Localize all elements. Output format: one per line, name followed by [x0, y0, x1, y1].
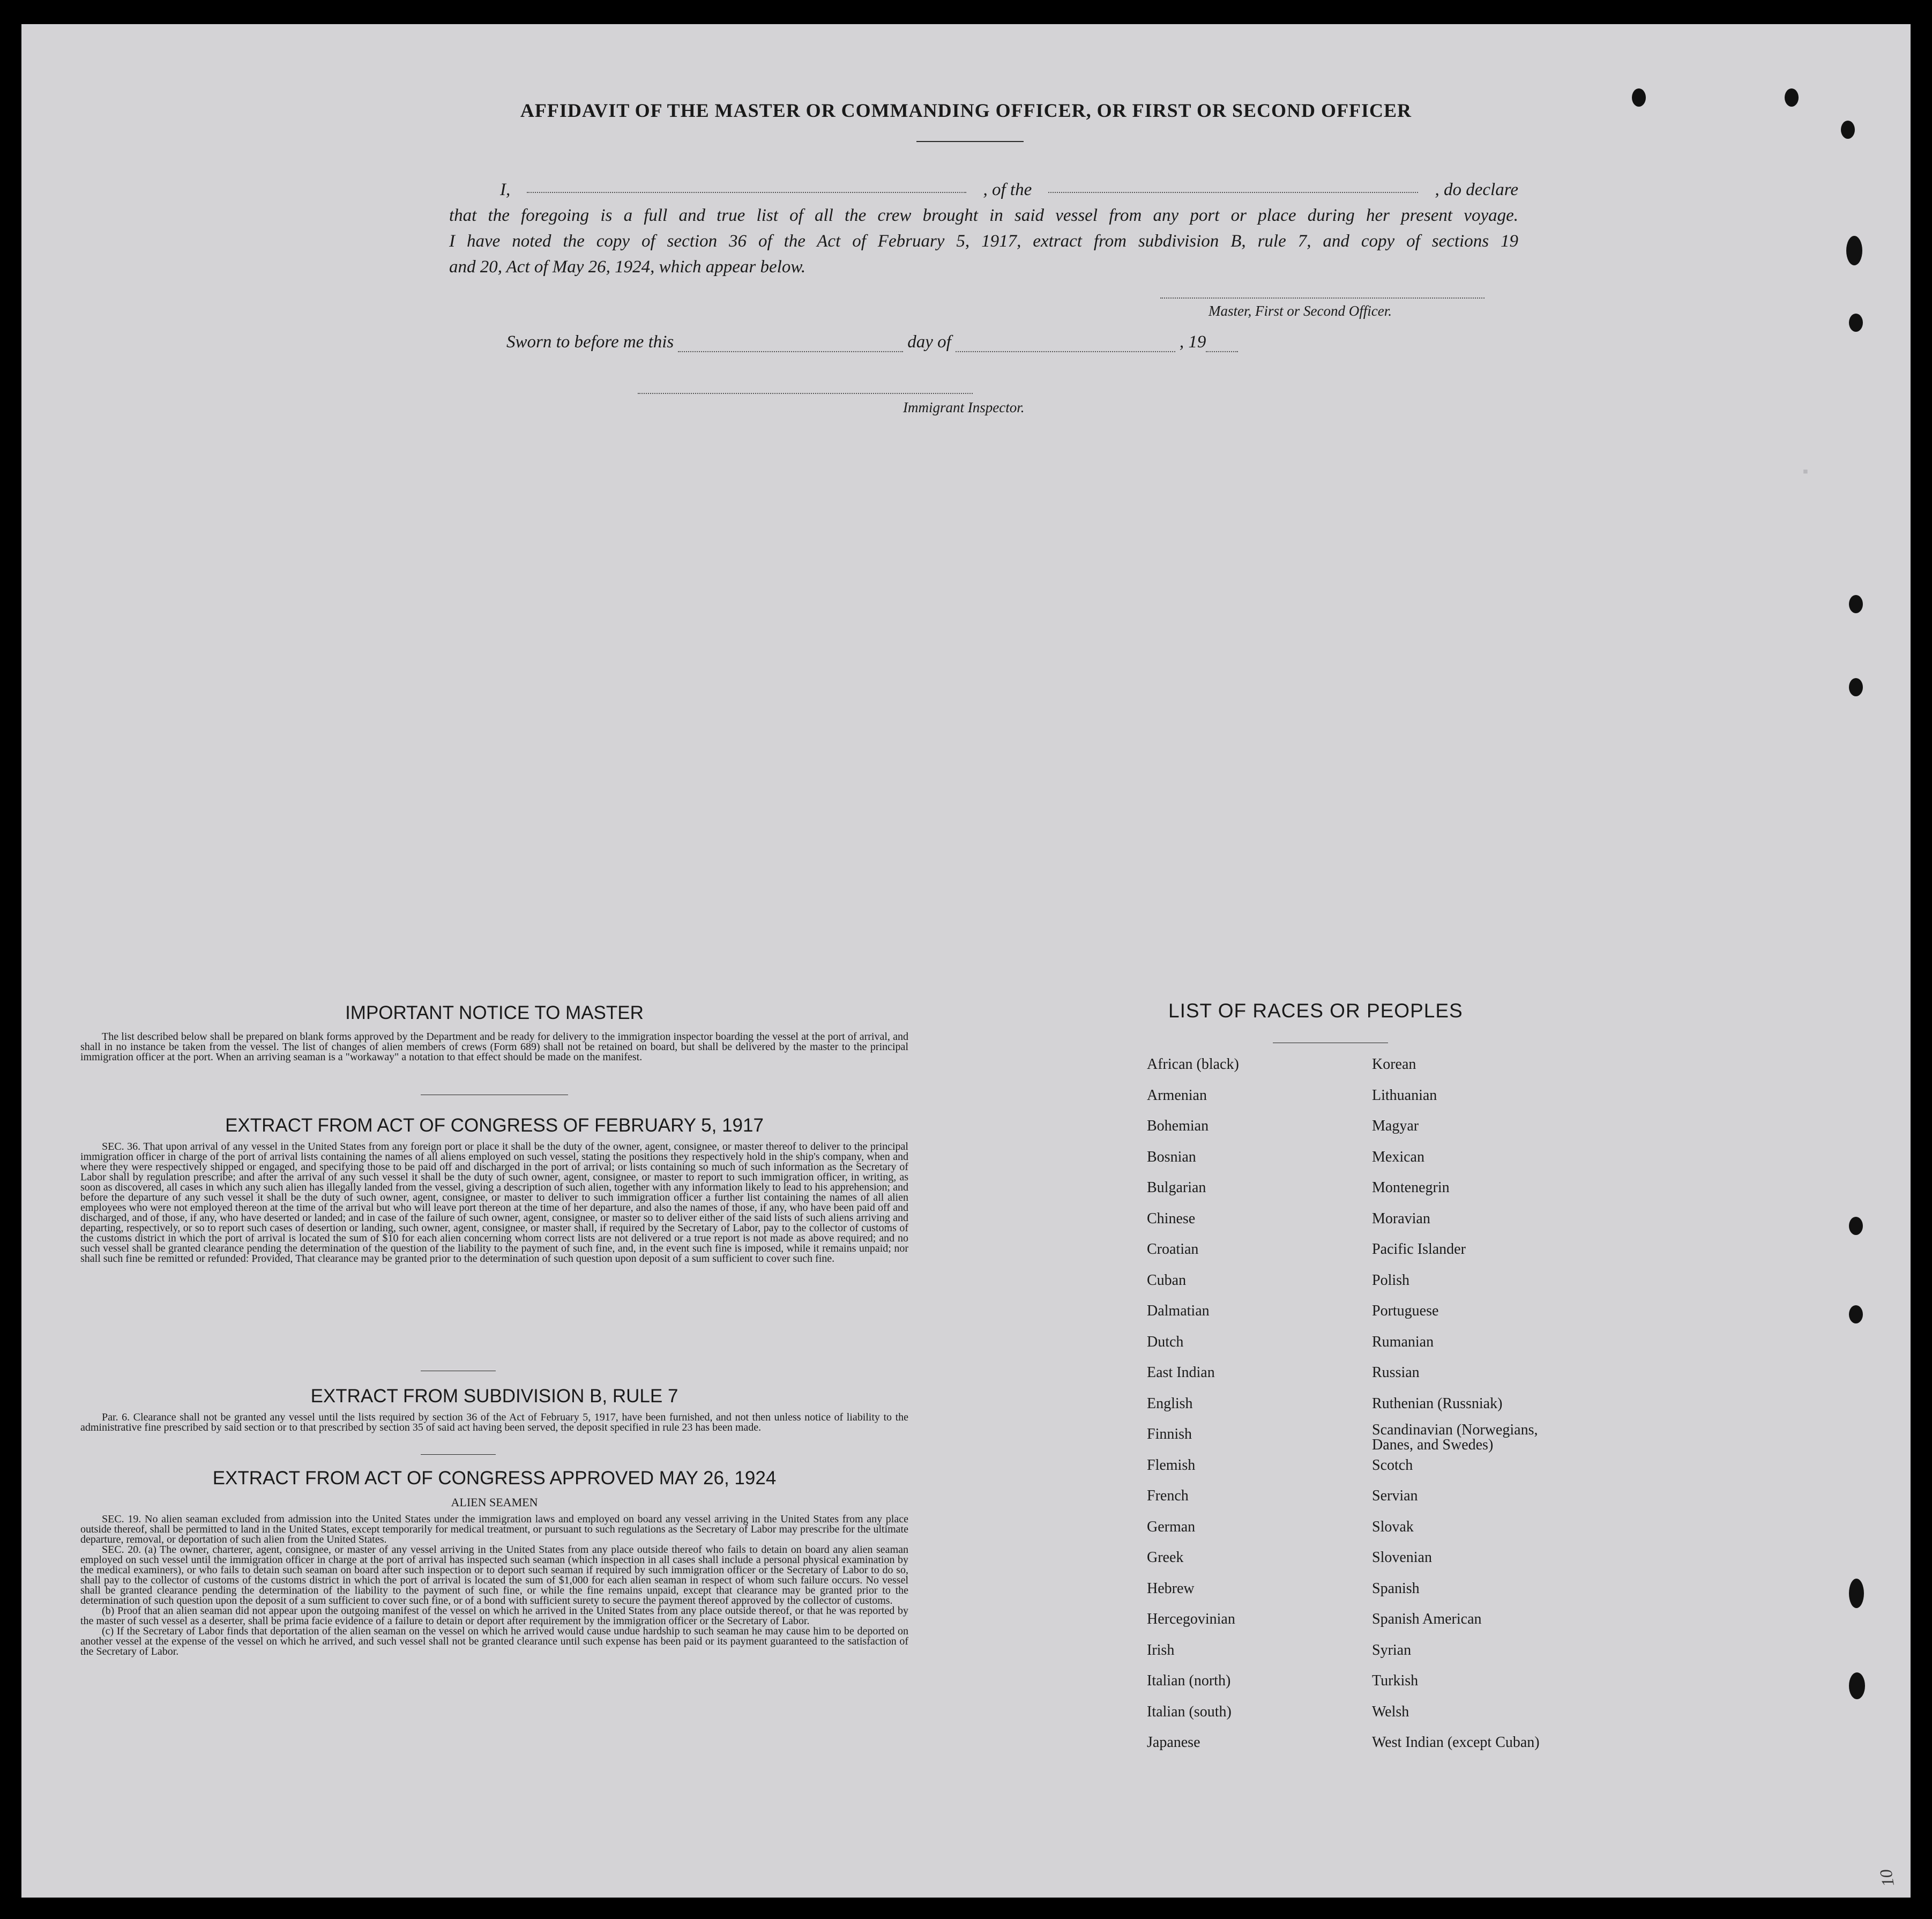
race-item: French	[1147, 1487, 1189, 1504]
declaration-line-1	[449, 177, 1518, 203]
declarant-prefix: I,	[500, 180, 511, 199]
race-item: Rumanian	[1372, 1333, 1434, 1350]
race-item: Magyar	[1372, 1118, 1419, 1134]
alien-seamen-subtitle: ALIEN SEAMEN	[451, 1496, 538, 1509]
extract-1917-title: EXTRACT FROM ACT OF CONGRESS OF FEBRUARY 5, 1917	[225, 1115, 764, 1136]
punch-hole	[1849, 1579, 1864, 1608]
race-item: Turkish	[1372, 1672, 1419, 1689]
race-item: Bulgarian	[1147, 1179, 1206, 1196]
section-20c: (c) If the Secretary of Labor finds that deportation of the alien seaman on the vessel on which he arrived would cause undue hardship to such seaman he may cause him to be deported on another vessel at the expense of the vessel on which he arrived, and such vessel shall not be granted clearance until such expense has been paid or its payment guaranteed to the satisfaction of the Secretary of Labor.	[80, 1625, 908, 1657]
race-item: Chinese	[1147, 1210, 1196, 1227]
document-page	[21, 24, 1911, 1898]
race-item: Servian	[1372, 1487, 1418, 1504]
extract-1924-title: EXTRACT FROM ACT OF CONGRESS APPROVED MAY 26, 1924	[212, 1468, 777, 1489]
section-19: SEC. 19. No alien seaman excluded from admission into the United States under the immigration laws and employed on board any vessel arriving in the United States from any place outside thereof, shall be permitted to land in the United States, except temporarily for medical treatment, or pursuant to such regulations as the Secretary of Labor may prescribe for the ultimate departure, removal, or deportation of such alien from the United States.	[80, 1513, 908, 1545]
extract-1917-body: SEC. 36. That upon arrival of any vessel in the United States from any foreign port or place it shall be the duty of the owner, agent, consignee, or master thereof to deliver to the principal immigration officer in charge of the port of arrival lists containing the names of all aliens employed on such vessel, stating the positions they respectively hold in the ship's company, when and where they were respectively shipped or engaged, and specifying those to be paid off and discharged in the port of arrival; or lists containing so much of such information as the Secretary of Labor shall by regulation prescribe; and after the arrival of any such vessel it shall be the duty of such owner, agent, consignee, or master to report to such immigration officer, in writing, as soon as discovered, all cases in which any such alien has illegally landed from the vessel, giving a description of such alien, together with any information likely to lead to his apprehension; and before the departure of any such vessel it shall be the duty of such owner, agent, consignee, or master to deliver to such immigration officer a further list containing the names of all alien employees who were not employed thereon at the time of the arrival but who will leave port thereon at the time of her departure, and also the names of those, if any, who have been paid off and discharged, and of those, if any, who have deserted or landed; and in case of the failure of such owner, agent, consignee, or master so to deliver either of the said lists of such aliens arriving and departing, respectively, or so to report such cases of desertion or landing, such owner, agent, consignee, or master shall, if required by the Secretary of Labor, pay to the collector of customs of the customs district in which the port of arrival is located the sum of $10 for each alien concerning whom correct lists are not delivered or a true report is not made as above required; and no such vessel shall be granted clearance pending the determination of the question of the liability to the payment of such fine, and, in the event such fine is imposed, while it remains unpaid; nor shall such fine be remitted or refunded: Provided, That clearance may be granted prior to the determination of such question upon deposit of a sum sufficient to cover such fine.	[80, 1141, 908, 1265]
race-item: Cuban	[1147, 1271, 1187, 1289]
race-item: Bosnian	[1147, 1148, 1196, 1165]
race-item: Syrian	[1372, 1641, 1412, 1658]
race-item: West Indian (except Cuban)	[1372, 1734, 1540, 1751]
declaration-line-3: I have noted the copy of section 36 of the Act of February 5, 1917, extract from subdivision B, rule 7, and copy of sections 19	[449, 232, 1518, 251]
races-column-2	[1372, 1056, 1613, 1892]
race-item: Irish	[1147, 1641, 1175, 1658]
of-the-label: , of the	[983, 180, 1032, 199]
title-rule	[916, 141, 1024, 142]
race-item: Slovak	[1372, 1518, 1414, 1535]
extract-1924-body	[80, 1514, 908, 1657]
race-item: Finnish	[1147, 1426, 1192, 1442]
race-item: Lithuanian	[1372, 1087, 1437, 1104]
master-signature-label: Master, First or Second Officer.	[1209, 303, 1392, 319]
section-20a: SEC. 20. (a) The owner, charterer, agent, consignee, or master of any vessel arriving in the United States from any place outside thereof who fails to detain on board any alien seaman employed on such vessel until the immigration officer in charge at the port of arrival has inspected such seaman (which inspection in all cases shall include a personal physical examination by the medical examiners), or who fails to detain such seaman on board after such inspection or to deport such seaman if required by such immigration officer or the Secretary of Labor to do so, shall pay to the collector of customs of the customs district in which the port of arrival is located the sum of $1,000 for each alien seaman in respect of whom such failure occurs. No vessel shall be granted clearance pending the determination of the liability to the payment of such fine, or while the fine remains unpaid, except that clearance may be granted prior to the determination of such question upon the deposit of a sum sufficient to cover such fine, or of a bond with sufficient surety to secure the payment thereof approved by the collector of customs.	[80, 1544, 908, 1606]
inspector-label: Immigrant Inspector.	[903, 399, 1025, 415]
race-item: Croatian	[1147, 1241, 1199, 1258]
race-item: Mexican	[1372, 1148, 1424, 1165]
subdivision-b-body: Par. 6. Clearance shall not be granted any vessel until the lists required by section 36 of the Act of February 5, 1917, have been furnished, and not then unless notice of liability to the administrative fine prescribed by said section or to that prescribed by section 35 of said act having been served, the deposit specified in rule 23 has been made.	[80, 1411, 908, 1433]
race-item: Armenian	[1147, 1087, 1207, 1104]
vessel-name-field[interactable]	[1048, 177, 1418, 193]
race-item: Moravian	[1372, 1210, 1430, 1227]
punch-hole	[1849, 595, 1863, 613]
inspector-signature-field[interactable]	[638, 393, 973, 394]
notice-title: IMPORTANT NOTICE TO MASTER	[345, 1002, 644, 1023]
punch-hole	[1846, 236, 1862, 265]
section-20b: (b) Proof that an alien seaman did not appear upon the outgoing manifest of the vessel on which he arrived in the United States from any place outside thereof, or that he was reported by the master of such vessel as a deserter, shall be prima facie evidence of a failure to detain or deport after requirement by the immigration officer or the Secretary of Labor.	[80, 1605, 908, 1627]
declaration-line-2: that the foregoing is a full and true list of all the crew brought in said vessel from any port or place during her present voyage.	[449, 206, 1518, 225]
race-item: English	[1147, 1395, 1193, 1412]
declaration-line-4: and 20, Act of May 26, 1924, which appear below.	[449, 257, 806, 277]
race-item: African (black)	[1147, 1056, 1239, 1073]
race-item: Scotch	[1372, 1456, 1413, 1474]
master-signature-field[interactable]	[1160, 297, 1485, 299]
declarant-name-field[interactable]	[527, 177, 966, 193]
race-item: Hebrew	[1147, 1580, 1195, 1597]
race-item: Montenegrin	[1372, 1179, 1450, 1196]
race-item: Japanese	[1147, 1734, 1200, 1751]
sworn-statement	[506, 332, 1238, 352]
sworn-prefix: Sworn to before me this	[506, 332, 674, 352]
race-item: Welsh	[1372, 1703, 1409, 1720]
punch-hole	[1849, 1305, 1863, 1323]
punch-hole	[1849, 678, 1863, 696]
race-item: Greek	[1147, 1549, 1184, 1566]
section-rule	[421, 1454, 496, 1455]
punch-hole	[1849, 314, 1863, 332]
race-item: Russian	[1372, 1364, 1420, 1381]
race-item: Portuguese	[1372, 1303, 1439, 1319]
day-of-label: day of	[907, 332, 951, 352]
race-item: Dalmatian	[1147, 1303, 1210, 1319]
race-item: Flemish	[1147, 1456, 1196, 1474]
race-item: Spanish American	[1372, 1611, 1482, 1627]
race-item: Spanish	[1372, 1580, 1420, 1597]
race-item: Bohemian	[1147, 1118, 1209, 1134]
sworn-month-field[interactable]	[956, 336, 1175, 352]
year-label: , 19	[1179, 332, 1206, 352]
bleed-through-marks: ▪	[1801, 464, 1811, 482]
race-item: Dutch	[1147, 1333, 1184, 1350]
race-item: East Indian	[1147, 1364, 1215, 1381]
race-item: Italian (north)	[1147, 1672, 1231, 1689]
race-item: Ruthenian (Russniak)	[1372, 1395, 1503, 1412]
race-item: Italian (south)	[1147, 1703, 1232, 1720]
punch-hole	[1841, 121, 1855, 139]
race-item: Hercegovinian	[1147, 1611, 1235, 1627]
sworn-year-field[interactable]	[1206, 336, 1238, 352]
notice-body: The list described below shall be prepared on blank forms approved by the Department and be ready for delivery to the immigration inspector boarding the vessel at the port of arrival, and shall in no instance be taken from the vessel. The list of changes of alien members of crews (Form 689) shall not be retained on board, but shall be delivered by the master to the principal immigration officer at the port. When an arriving seaman is a "workaway" a notation to that effect should be made on the manifest.	[80, 1031, 908, 1063]
do-declare-label: , do declare	[1435, 180, 1518, 199]
race-item: German	[1147, 1518, 1196, 1535]
race-item: Korean	[1372, 1056, 1416, 1073]
subdivision-b-title: EXTRACT FROM SUBDIVISION B, RULE 7	[310, 1386, 678, 1407]
race-item: Scandinavian (Norwegians, Danes, and Swedes)	[1372, 1422, 1538, 1453]
affidavit-declaration	[449, 177, 1518, 280]
races-title: LIST OF RACES OR PEOPLES	[1168, 1000, 1463, 1022]
sworn-date-field[interactable]	[678, 336, 903, 352]
race-item: Slovenian	[1372, 1549, 1432, 1566]
race-item: Polish	[1372, 1271, 1410, 1289]
races-column-1	[1147, 1056, 1351, 1892]
page-number: 10	[1876, 1868, 1898, 1888]
punch-hole	[1849, 1217, 1863, 1235]
affidavit-title: AFFIDAVIT OF THE MASTER OR COMMANDING OFFICER, OR FIRST OR SECOND OFFICER	[520, 100, 1412, 121]
race-item: Pacific Islander	[1372, 1241, 1466, 1258]
punch-hole	[1849, 1672, 1865, 1699]
